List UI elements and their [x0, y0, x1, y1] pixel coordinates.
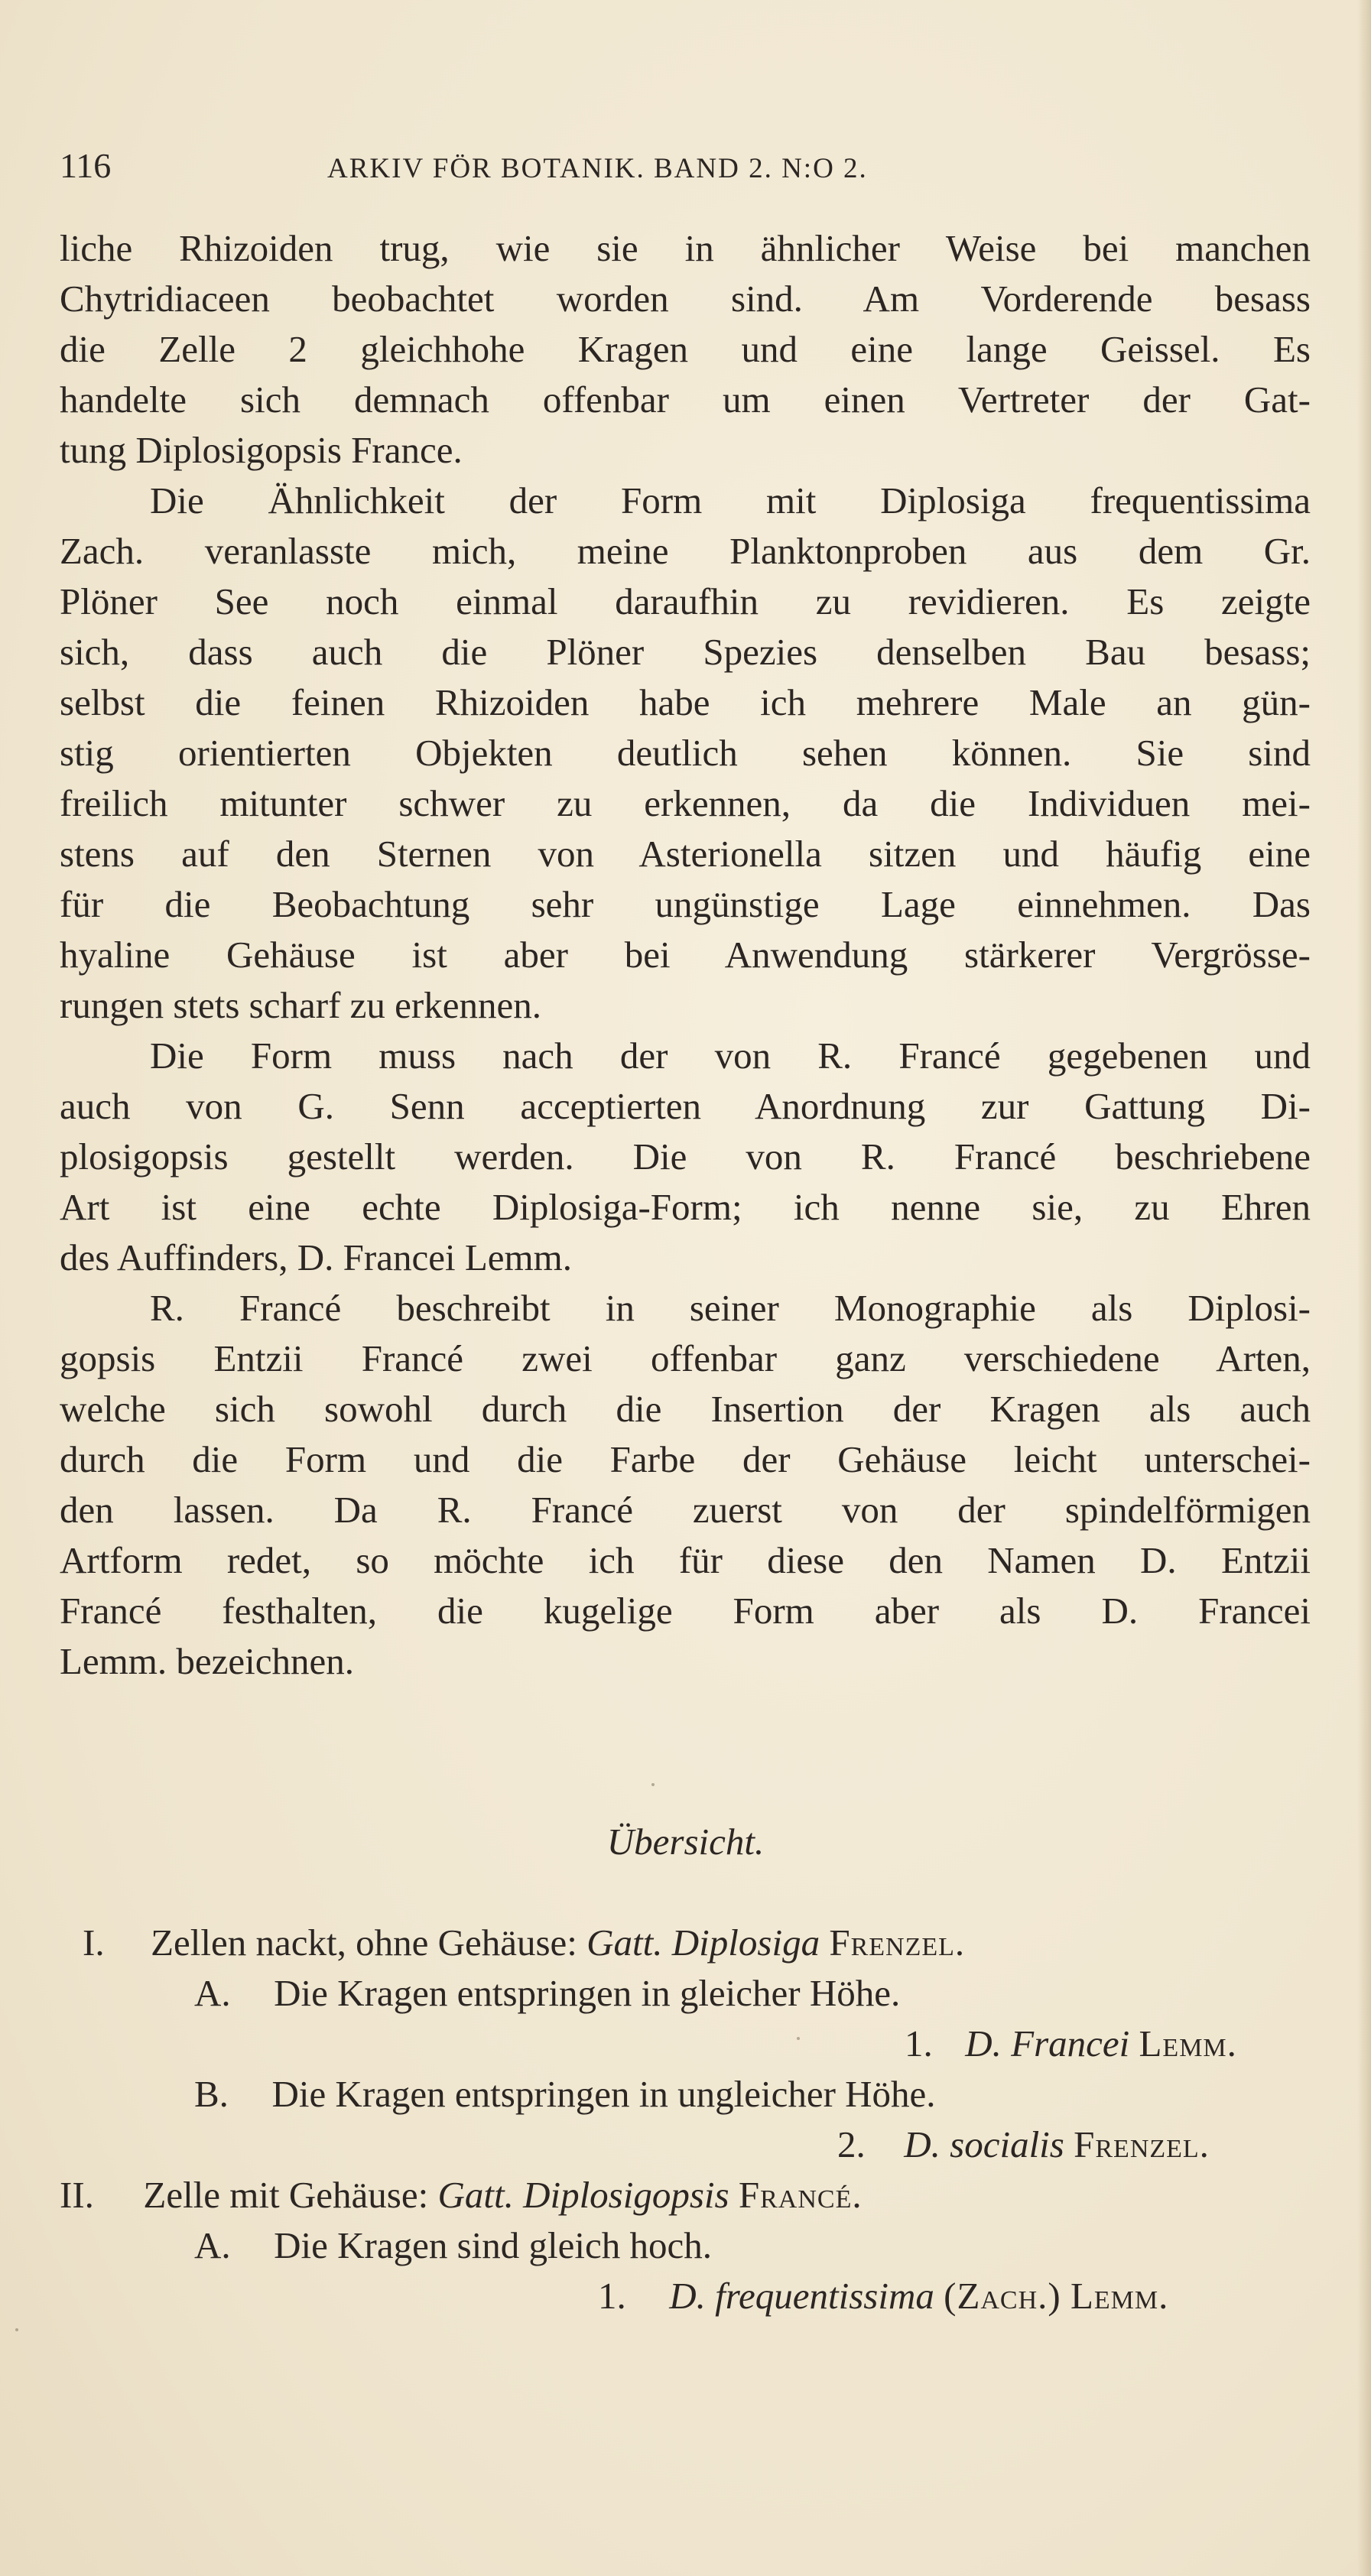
text-line: R. Francé beschreibt in seiner Monographie als Diplosi-: [150, 1287, 1311, 1329]
text-line: hyaline Gehäuse ist aber bei Anwendung stärkerer Vergrösse-: [60, 934, 1311, 976]
genus-name: Gatt. Diplosiga: [586, 1921, 820, 1964]
species-name: D. socialis: [904, 2123, 1064, 2165]
text-line: selbst die feinen Rhizoiden habe ich mehrere Male an gün-: [60, 681, 1311, 723]
key-number: II.: [60, 2174, 94, 2216]
author-name: Frenzel.: [1074, 2123, 1210, 2165]
author-name: Lemm.: [1070, 2275, 1169, 2317]
key-entry-IA1: 1. D. Francei Lemm.: [905, 2022, 1237, 2064]
key-entry-IB: B. Die Kragen entspringen in ungleicher Höhe.: [194, 2073, 936, 2115]
running-title: ARKIV FÖR BOTANIK. BAND 2. N:O 2.: [327, 153, 868, 184]
key-entry-I: I. Zellen nackt, ohne Gehäuse: Gatt. Diplosiga Frenzel.: [83, 1921, 966, 1964]
page-header: [60, 145, 1054, 191]
species-name: D. Francei: [965, 2022, 1130, 2064]
text-line: durch die Form und die Farbe der Gehäuse leicht unterschei-: [60, 1438, 1311, 1480]
text-line: Plöner See noch einmal daraufhin zu revidieren. Es zeigte: [60, 580, 1311, 622]
paper-speck: [797, 2037, 800, 2040]
text-line: gopsis Entzii Francé zwei offenbar ganz verschiedene Arten,: [60, 1337, 1311, 1379]
species-name: D. frequentissima: [669, 2275, 934, 2317]
key-number: I.: [83, 1921, 105, 1964]
author-name: Lemm.: [1139, 2022, 1237, 2064]
key-entry-II: II. Zelle mit Gehäuse: Gatt. Diplosigopsis Francé.: [60, 2174, 863, 2216]
text-line: Lemm. bezeichnen.: [60, 1640, 355, 1682]
key-entry-IIA: A. Die Kragen sind gleich hoch.: [194, 2224, 712, 2266]
key-entry-IA: A. Die Kragen entspringen in gleicher Höhe.: [194, 1972, 901, 2014]
text-line: stig orientierten Objekten deutlich sehen können. Sie sind: [60, 732, 1311, 774]
text-line: den lassen. Da R. Francé zuerst von der spindelförmigen: [60, 1489, 1311, 1531]
text-line: Die Form muss nach der von R. Francé gegebenen und: [150, 1035, 1311, 1077]
text-line: Francé festhalten, die kugelige Form aber als D. Francei: [60, 1590, 1311, 1632]
genus-name: Gatt. Diplosigopsis: [437, 2174, 729, 2216]
author-name: (Zach.): [944, 2275, 1061, 2317]
text-line: auch von G. Senn acceptierten Anordnung zur Gattung Di-: [60, 1085, 1311, 1127]
text-line: freilich mitunter schwer zu erkennen, da die Individuen mei-: [60, 782, 1311, 824]
text-line: tung Diplosigopsis France.: [60, 429, 463, 471]
text-line: rungen stets scharf zu erkennen.: [60, 984, 541, 1026]
text-line: sich, dass auch die Plöner Spezies denselben Bau besass;: [60, 631, 1311, 673]
paper-speck: [15, 2328, 18, 2331]
page-number: 116: [60, 146, 112, 185]
key-entry-IB2: 2. D. socialis Frenzel.: [837, 2123, 1210, 2165]
key-entry-IIA1: 1. D. frequentissima (Zach.) Lemm.: [598, 2275, 1169, 2317]
text-line: des Auffinders, D. Francei Lemm.: [60, 1236, 572, 1278]
text-line: Chytridiaceen beobachtet worden sind. Am Vorderende besass: [60, 278, 1311, 320]
text-line: stens auf den Sternen von Asterionella sitzen und häufig eine: [60, 833, 1311, 875]
text-line: Art ist eine echte Diplosiga-Form; ich nenne sie, zu Ehren: [60, 1186, 1311, 1228]
author-name: Francé.: [738, 2174, 863, 2216]
text-line: welche sich sowohl durch die Insertion der Kragen als auch: [60, 1388, 1311, 1430]
text-line: Zach. veranlasste mich, meine Planktonproben aus dem Gr.: [60, 530, 1311, 572]
text-line: Die Ähnlichkeit der Form mit Diplosiga frequentissima: [150, 479, 1311, 521]
text-line: liche Rhizoiden trug, wie sie in ähnlicher Weise bei manchen: [60, 227, 1311, 269]
overview-heading: Übersicht.: [606, 1821, 765, 1863]
text-line: handelte sich demnach offenbar um einen Vertreter der Gat-: [60, 378, 1311, 421]
text-line: für die Beobachtung sehr ungünstige Lage einnehmen. Das: [60, 883, 1311, 925]
page-edge-shadow: [1357, 0, 1371, 2576]
paper-speck: [651, 1783, 655, 1786]
text-line: Artform redet, so möchte ich für diese den Namen D. Entzii: [60, 1539, 1311, 1581]
text-line: die Zelle 2 gleichhohe Kragen und eine lange Geissel. Es: [60, 328, 1311, 370]
text-line: plosigopsis gestellt werden. Die von R. Francé beschriebene: [60, 1135, 1311, 1178]
author-name: Frenzel.: [829, 1921, 966, 1964]
